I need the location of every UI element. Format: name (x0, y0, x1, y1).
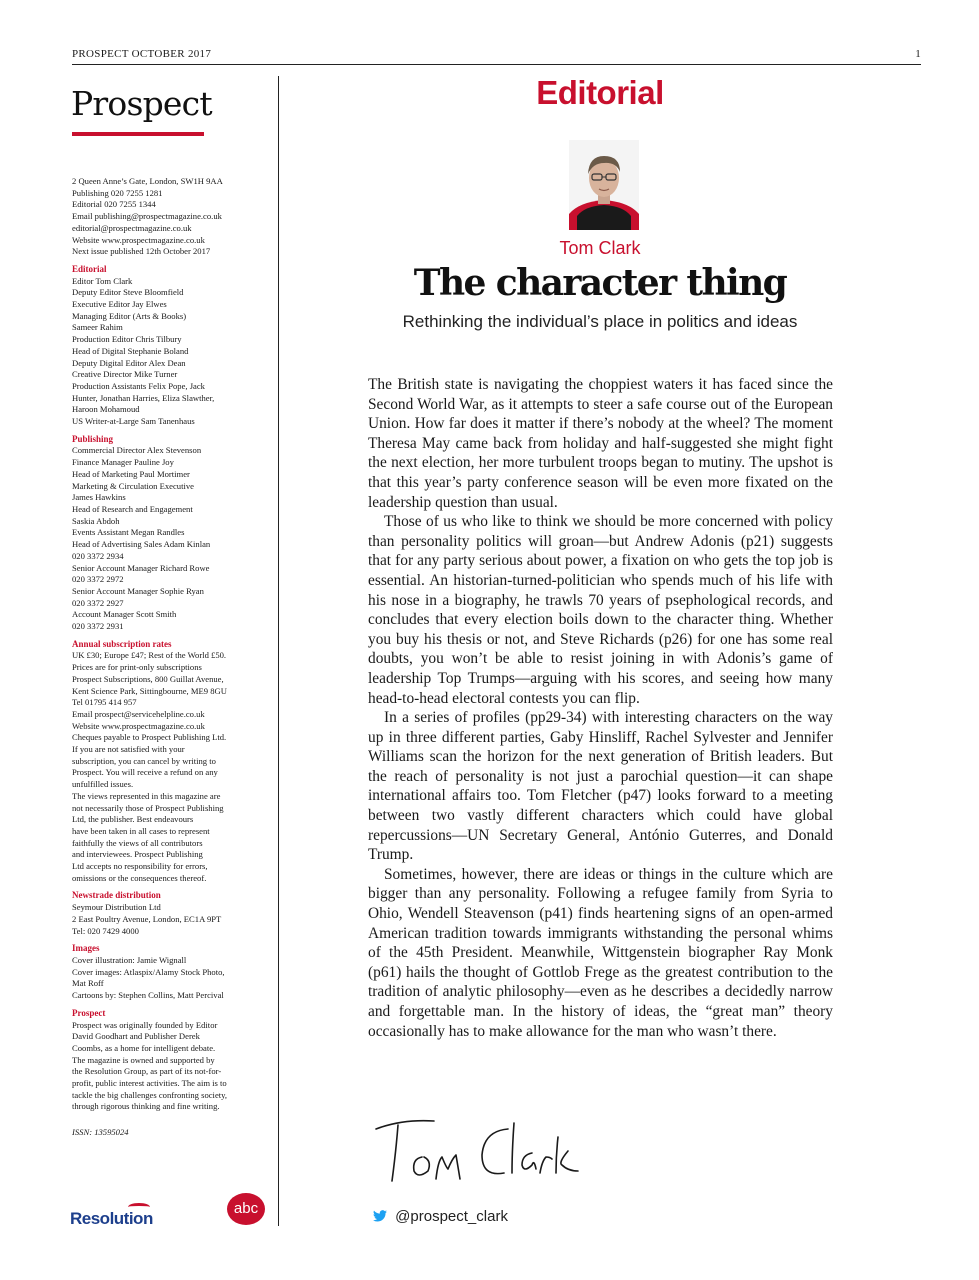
section-heading: Prospect (72, 1007, 106, 1018)
staff-line: UK £30; Europe £47; Rest of the World £50. (72, 650, 227, 661)
issn: ISSN: 13595024 (72, 1127, 129, 1138)
staff-line: Prospect. You will receive a refund on any (72, 767, 218, 778)
staff-line: omissions or the consequences thereof. (72, 872, 207, 883)
paragraph: The British state is navigating the choppiest waters it has faced since the Second World War, as it attempts to steer a safe course out of the European Union. How far does it matter if there’s nobody at the wheel? The moment Theresa May came back from holiday and half-suggested she might fight the next election, her more turbulent troops began to mutiny. The upshot is that this year’s party conference season will be even more fixated on the leadership question than usual. (368, 376, 833, 511)
staff-line: tackle the big challenges confronting society, (72, 1089, 228, 1100)
resolution-logo: Resolution (70, 1209, 153, 1229)
paragraph: Those of us who like to think we should be more concerned with policy than personality politics will groan—but Andrew Adonis (p21) suggests that for any party serious about power, a fixation on who gets the top job is essential. An historian-turned-politician who spends much of his life with his nose in a biography, he trawls 70 years of psephological records, and concludes that every election boils down to the character thing. Whether you buy his thesis or not, and Steve Richards (p26) for one has some real doubts, you won’t be able to resist joining in with Adonis’s game of leadership Top Trumps—arguing with his scores, and seeing how many head-to-head electoral contests you can flip. (368, 513, 833, 707)
staff-line: Head of Research and Engagement (72, 503, 193, 514)
contact-line: Next issue published 12th October 2017 (72, 246, 211, 257)
paragraph: Sometimes, however, there are ideas or things in the culture which are bigger than any personality. Following a refugee family from Syria to Ohio, Wendell Steavenson (p41) finds heartening signs of an open-armed American tradition towards immigrants withstanding the personal whims of the 45th President. Meanwhile, Wittgenstein biographer Ray Monk (p61) hails the thought of Gottlob Frege as the greatest contribution to the tradition of analytic philosophy—even as he describes a decidedly narrow and forgettable man. In the history of ideas, the “great man” theory occasionally has to make allowance for the man who wasn’t there. (368, 865, 833, 1040)
staff-line: Finance Manager Pauline Joy (72, 457, 174, 468)
contact-line: Publishing 020 7255 1281 (72, 187, 163, 198)
publisher-logos (70, 1193, 270, 1233)
staff-line: Managing Editor (Arts & Books) (72, 310, 187, 321)
headline: The character thing (413, 262, 787, 304)
staff-line: Cover images: Atlaspix/Alamy Stock Photo, (72, 966, 225, 977)
staff-line: Ltd accepts no responsibility for errors, (72, 861, 208, 872)
staff-line: not necessarily those of Prospect Publishing (72, 802, 224, 813)
staff-line: Senior Account Manager Richard Rowe (72, 562, 210, 573)
page-number: 1 (915, 48, 921, 60)
staff-line: Executive Editor Jay Elwes (72, 299, 167, 310)
twitter-bird-icon (373, 1208, 391, 1225)
staff-line: Prospect was originally founded by Editor (72, 1019, 218, 1030)
staff-line: Marketing & Circulation Executive (72, 480, 194, 491)
staff-line: Kent Science Park, Sittingbourne, ME9 8GU (72, 685, 227, 696)
staff-line: The views represented in this magazine are (72, 790, 221, 801)
staff-line: through rigorous thinking and fine writing. (72, 1101, 220, 1112)
logo-underline (72, 132, 204, 136)
staff-line: Head of Advertising Sales Adam Kinlan (72, 539, 211, 550)
staff-line: and interviewees. Prospect Publishing (72, 849, 203, 860)
issue-label: PROSPECT OCTOBER 2017 (72, 48, 212, 60)
staff-line: Editor Tom Clark (72, 275, 133, 286)
staff-line: Email prospect@servicehelpline.co.uk (72, 708, 205, 719)
contact-line: editorial@prospectmagazine.co.uk (72, 222, 192, 233)
staff-line: Senior Account Manager Sophie Ryan (72, 585, 204, 596)
staff-line: unfulfilled issues. (72, 779, 134, 790)
section-heading: Publishing (72, 433, 114, 444)
section-kicker: Editorial (536, 74, 664, 111)
staff-line: Coombs, as a home for intelligent debate. (72, 1042, 216, 1053)
contact-block (72, 176, 268, 258)
staff-line: Cheques payable to Prospect Publishing Ltd. (72, 732, 227, 743)
staff-line: Head of Digital Stephanie Boland (72, 345, 189, 356)
staff-line: 2 East Poultry Avenue, London, EC1A 9PT (72, 913, 222, 924)
staff-line: James Hawkins (72, 492, 126, 503)
staff-line: Cover illustration: Jamie Wignall (72, 955, 187, 965)
staff-line: Creative Director Mike Turner (72, 369, 178, 380)
staff-line: profit, public interest activities. The aim is to (72, 1078, 227, 1089)
staff-line: 020 3372 2927 (72, 597, 124, 608)
staff-line: Commercial Director Alex Stevenson (72, 445, 202, 456)
staff-line: 020 3372 2972 (72, 574, 124, 585)
running-header (72, 45, 921, 65)
staff-line: Account Manager Scott Smith (72, 609, 177, 620)
section-heading: Images (72, 943, 100, 954)
staff-line: Mat Roff (72, 978, 104, 989)
column-divider (278, 76, 279, 1226)
staff-line: The magazine is owned and supported by (72, 1054, 215, 1065)
staff-line: Saskia Abdoh (72, 515, 120, 526)
handwritten-signature (372, 1107, 587, 1185)
staff-line: Head of Marketing Paul Mortimer (72, 468, 190, 479)
section-heading: Newstrade distribution (72, 890, 161, 901)
staff-line: If you are not satisfied with your (72, 744, 185, 755)
staff-line: Events Assistant Megan Randles (72, 527, 185, 538)
twitter-handle[interactable]: @prospect_clark (373, 1208, 508, 1225)
staff-line: Cartoons by: Stephen Collins, Matt Percival (72, 990, 224, 1001)
staff-line: Deputy Digital Editor Alex Dean (72, 357, 186, 368)
author-photo (569, 140, 639, 230)
article-body (368, 375, 833, 1041)
staff-line: Production Assistants Felix Pope, Jack (72, 380, 205, 391)
staff-line: 020 3372 2931 (72, 621, 124, 632)
author-name: Tom Clark (559, 238, 641, 258)
contact-line: 2 Queen Anne’s Gate, London, SW1H 9AA (72, 176, 223, 186)
staff-line: Prices are for print-only subscriptions (72, 662, 202, 673)
staff-line: Tel: 020 7429 4000 (72, 925, 139, 936)
masthead-sidebar (71, 84, 268, 1139)
staff-line: subscription, you can cancel by writing to (72, 755, 216, 766)
staff-line: Ltd, the publisher. Best endeavours (72, 814, 194, 825)
staff-line: Production Editor Chris Tilbury (72, 334, 182, 345)
staff-line: Haroon Mohamoud (72, 404, 140, 415)
staff-line: have been taken in all cases to represent (72, 825, 210, 836)
staff-sections (72, 264, 268, 1113)
staff-line: Deputy Editor Steve Bloomfield (72, 287, 184, 298)
staff-line: 020 3372 2934 (72, 550, 124, 561)
contact-line: Email publishing@prospectmagazine.co.uk (72, 211, 222, 222)
abc-logo: abc (227, 1193, 265, 1225)
standfirst: Rethinking the individual’s place in politics and ideas (402, 312, 798, 331)
staff-line: Tel 01795 414 957 (72, 697, 137, 708)
staff-line: Sameer Rahim (72, 322, 123, 333)
section-heading: Editorial (72, 263, 107, 274)
staff-line: the Resolution Group, as part of its not-for- (72, 1066, 222, 1077)
contact-line: Editorial 020 7255 1344 (72, 199, 156, 210)
contact-line: Website www.prospectmagazine.co.uk (72, 234, 205, 245)
section-heading: Annual subscription rates (72, 638, 172, 649)
staff-line: Seymour Distribution Ltd (72, 902, 161, 913)
staff-line: David Goodhart and Publisher Derek (72, 1031, 200, 1042)
staff-line: Hunter, Jonathan Harries, Eliza Slawther, (72, 392, 215, 403)
paragraph: In a series of profiles (pp29-34) with interesting characters on the way up in three different parties, Gaby Hinsliff, Rachel Sylvester and Jennifer Williams scan the horizon for the next generation of British leaders. But the reach of personality is not just a parochial question—it can shape international affairs too. Tom Fletcher (p47) looks forward to a meeting between two vastly different characters which could have global repercussions—UN Secretary General, António Guterres, and Donald Trump. (368, 709, 833, 864)
staff-line: Website www.prospectmagazine.co.uk (72, 720, 205, 731)
staff-line: US Writer-at-Large Sam Tanenhaus (72, 416, 195, 427)
staff-line: Prospect Subscriptions, 800 Guillat Avenue, (72, 673, 224, 684)
prospect-logo: Prospect (72, 96, 268, 144)
staff-line: faithfully the views of all contributors (72, 837, 203, 848)
